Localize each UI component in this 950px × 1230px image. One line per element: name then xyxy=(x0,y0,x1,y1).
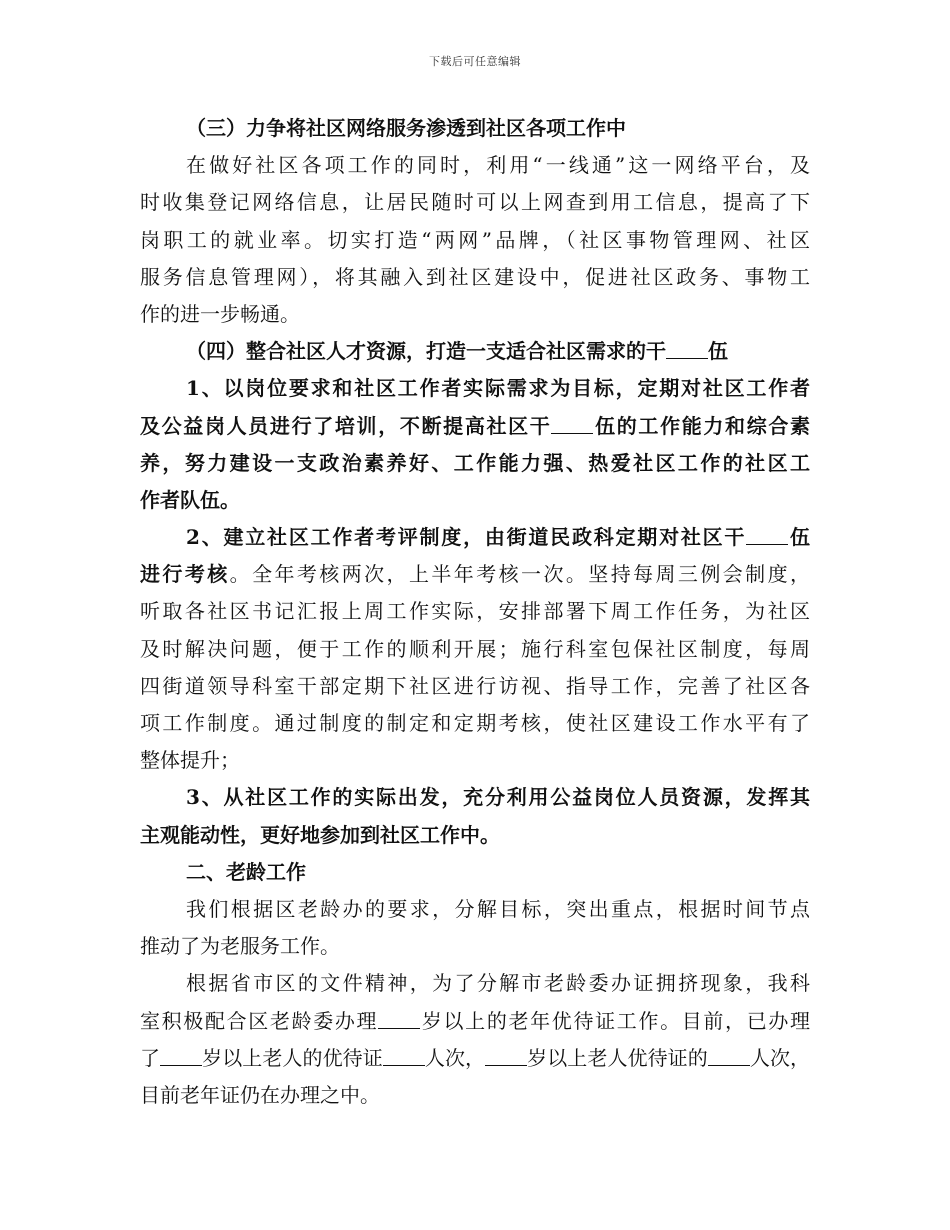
text-line xyxy=(140,519,810,556)
text-line xyxy=(140,1003,810,1040)
bold-text-segment: 二、老龄工作 xyxy=(186,859,306,884)
fill-in-blank xyxy=(160,1047,202,1066)
bold-text-segment: 伍 xyxy=(708,339,728,364)
text-line xyxy=(140,965,810,1002)
fill-in-blank xyxy=(378,1010,420,1029)
fill-in-blank xyxy=(485,1047,527,1066)
text-segment: 。全年考核两次，上半年考核一次。坚持每周三例会制度， xyxy=(229,562,811,587)
bold-text-segment: 作者队伍。 xyxy=(140,487,240,512)
fill-in-blank xyxy=(551,415,593,434)
bold-text-segment: 伍的工作能力和综合素 xyxy=(593,413,811,438)
text-line xyxy=(140,408,810,445)
bold-text-segment: 1、以岗位要求和社区工作者实际需求为目标，定期对社区工作者 xyxy=(186,376,810,401)
text-line xyxy=(140,1040,810,1077)
text-segment: 岁以上老人的优待证 xyxy=(202,1045,383,1070)
text-line xyxy=(140,854,810,891)
bold-text-segment: 伍 xyxy=(788,525,810,550)
text-segment: 在做好社区各项工作的同时，利用“一线通”这一网络平台，及 xyxy=(186,153,810,178)
text-line xyxy=(140,891,810,928)
text-segment: 整体提升； xyxy=(140,748,240,773)
fill-in-blank xyxy=(746,526,788,545)
fill-in-blank xyxy=(383,1047,425,1066)
text-segment: 服务信息管理网），将其融入到社区建设中，促进社区政务、事物工 xyxy=(140,264,810,289)
text-line xyxy=(140,779,810,816)
text-segment: 听取各社区书记汇报上周工作实际，安排部署下周工作任务，为社区 xyxy=(140,599,810,624)
text-segment: 作的进一步畅通。 xyxy=(140,301,300,326)
bold-text-segment: （三）力争将社区网络服务渗透到社区各项工作中 xyxy=(186,116,626,140)
text-line xyxy=(140,482,810,519)
text-line xyxy=(140,296,810,333)
text-segment: 人次， xyxy=(749,1045,811,1070)
text-line xyxy=(140,593,810,630)
text-line xyxy=(140,556,810,593)
bold-text-segment: 主观能动性，更好地参加到社区工作中。 xyxy=(140,822,500,847)
text-line xyxy=(140,259,810,296)
page-header: 下载后可任意编辑 xyxy=(429,55,521,68)
text-segment: 项工作制度。通过制度的制定和定期考核，使社区建设工作水平有了 xyxy=(140,711,810,735)
text-line xyxy=(140,668,810,705)
text-line xyxy=(140,147,810,184)
text-line xyxy=(140,742,810,779)
bold-text-segment: 及公益岗人员进行了培训，不断提高社区干 xyxy=(140,413,552,438)
text-line xyxy=(140,1077,810,1114)
text-line xyxy=(140,445,810,482)
text-line xyxy=(140,184,810,221)
text-line xyxy=(140,631,810,668)
text-segment: 岁以上的老年优待证工作。目前，已办理 xyxy=(420,1008,811,1033)
text-segment: 室积极配合区老龄委办理 xyxy=(140,1008,379,1033)
text-line xyxy=(140,370,810,407)
text-line xyxy=(140,817,810,854)
text-line xyxy=(140,928,810,965)
text-segment: 岁以上老人优待证的 xyxy=(527,1045,708,1070)
text-segment: 根据省市区的文件精神，为了分解市老龄委办证拥挤现象，我科 xyxy=(186,971,810,996)
text-segment: 及时解决问题，便于工作的顺利开展；施行科室包保社区制度，每周 xyxy=(140,636,810,661)
text-segment: 目前老年证仍在办理之中。 xyxy=(140,1082,380,1107)
bold-text-segment: （四）整合社区人才资源，打造一支适合社区需求的干 xyxy=(186,339,666,364)
text-segment: 人次， xyxy=(424,1045,486,1070)
fill-in-blank xyxy=(708,1047,750,1066)
text-segment: 时收集登记网络信息，让居民随时可以上网查到用工信息，提高了下 xyxy=(140,190,810,215)
fill-in-blank xyxy=(666,340,708,359)
text-line xyxy=(140,333,810,370)
text-line xyxy=(140,110,810,147)
document-body xyxy=(140,110,810,1114)
bold-text-segment: 养，努力建设一支政治素养好、工作能力强、热爱社区工作的社区工 xyxy=(140,450,810,475)
text-segment: 四街道领导科室干部定期下社区进行访视、指导工作，完善了社区各 xyxy=(140,673,810,698)
bold-text-segment: 进行考核 xyxy=(140,562,230,587)
text-segment: 了 xyxy=(140,1045,161,1070)
text-line xyxy=(140,222,810,259)
text-segment: 推动了为老服务工作。 xyxy=(140,934,340,959)
text-segment: 岗职工的就业率。切实打造“两网”品牌，（社区事物管理网、社区 xyxy=(140,227,810,252)
text-line xyxy=(140,705,810,742)
text-segment: 我们根据区老龄办的要求，分解目标，突出重点，根据时间节点 xyxy=(186,896,810,921)
bold-text-segment: 3、从社区工作的实际出发，充分利用公益岗位人员资源，发挥其 xyxy=(186,785,810,810)
bold-text-segment: 2、建立社区工作者考评制度，由街道民政科定期对社区干 xyxy=(186,525,747,550)
